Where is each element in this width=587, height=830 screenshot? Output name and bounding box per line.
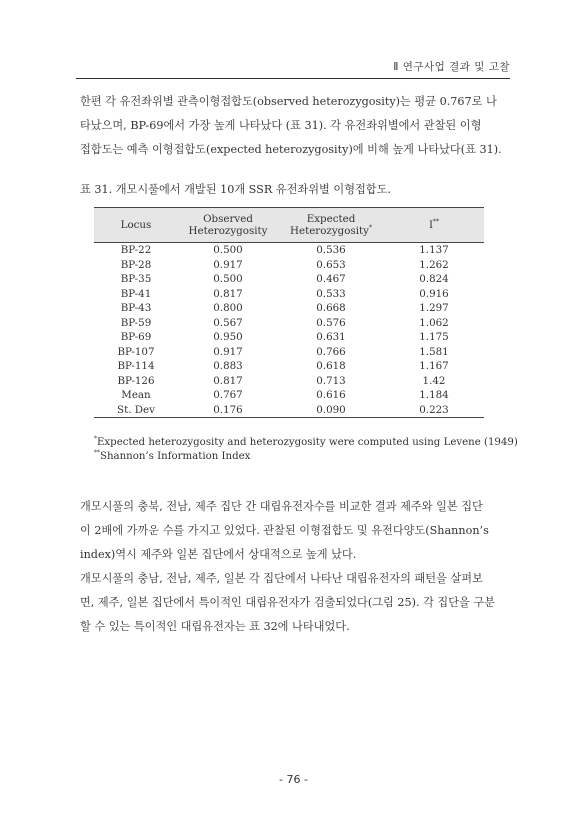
cell-expected: 0.766 — [316, 345, 346, 358]
cell-locus: St. Dev — [94, 403, 178, 418]
paragraph-line: 한편 각 유전좌위별 관측이형접합도(observed heterozygosity)는 평균 0.767로 나 — [80, 95, 497, 108]
cell-expected: 0.090 — [278, 403, 384, 418]
table-row — [94, 316, 484, 331]
cell-locus: BP-59 — [120, 316, 152, 329]
paragraph-line: 개모시풀의 충북, 전남, 제주 집단 간 대립유전자수를 비교한 결과 제주와 일본 집단 — [80, 500, 483, 513]
cell-expected: 0.653 — [316, 258, 346, 271]
cell-observed: 0.917 — [213, 345, 243, 358]
table-row — [94, 330, 484, 345]
cell-shannon: 1.297 — [419, 302, 449, 314]
header-rule — [76, 78, 510, 79]
cell-expected: 0.668 — [316, 302, 346, 314]
cell-expected: 0.576 — [316, 316, 346, 329]
cell-observed: 0.883 — [213, 360, 243, 372]
header-shannon-index: I** — [384, 208, 484, 243]
cell-locus: BP-126 — [117, 374, 155, 387]
cell-expected: 0.616 — [316, 389, 346, 401]
cell-shannon: 1.167 — [419, 360, 449, 372]
cell-locus: BP-43 — [120, 302, 152, 314]
cell-expected: 0.467 — [316, 273, 346, 285]
paragraph-line: 타났으며, BP-69에서 가장 높게 나타났다 (표 31). 각 유전좌위별에서 관찰된 이형 — [80, 119, 482, 132]
cell-locus: BP-114 — [117, 360, 155, 372]
cell-observed: 0.500 — [213, 244, 243, 256]
cell-observed: 0.817 — [213, 287, 243, 300]
cell-observed: 0.176 — [178, 403, 278, 418]
table-row — [94, 374, 484, 389]
cell-locus: BP-107 — [117, 345, 155, 358]
cell-expected: 0.713 — [316, 374, 346, 387]
table-row — [94, 301, 484, 316]
cell-shannon: 1.262 — [419, 258, 449, 271]
cell-locus: BP-41 — [120, 287, 152, 300]
cell-expected: 0.631 — [316, 331, 346, 343]
table-header-row — [94, 208, 484, 243]
footnote-1: *Expected heterozygosity and heterozygosity were computed using Levene (1949) — [94, 435, 518, 448]
cell-observed: 0.767 — [213, 389, 243, 401]
cell-shannon: 1.062 — [419, 316, 449, 329]
cell-shannon: 1.184 — [419, 389, 449, 401]
table-caption: 표 31. 개모시풀에서 개발된 10개 SSR 유전좌위별 이형접합도. — [80, 183, 391, 196]
heterozygosity-table — [94, 207, 484, 418]
paragraph-line: 이 2배에 가까운 수를 가지고 있었다. 관찰된 이형접합도 및 유전다양도(Shannon’s — [80, 524, 489, 537]
page-number: - 76 - — [279, 773, 308, 786]
paragraph-allele-comparison — [80, 495, 508, 639]
cell-shannon: 1.175 — [419, 331, 449, 343]
table-footnotes — [94, 436, 518, 464]
cell-observed: 0.917 — [213, 258, 243, 271]
table-row — [94, 272, 484, 287]
table-row — [94, 258, 484, 273]
paragraph-heterozygosity — [80, 90, 508, 162]
table-row — [94, 403, 484, 418]
table-body — [94, 243, 484, 418]
cell-locus: BP-22 — [120, 244, 152, 256]
paragraph-line: 접합도는 예측 이형접합도(expected heterozygosity)에 비해 높게 나타났다(표 31). — [80, 143, 502, 156]
paragraph-line: 개모시풀의 충남, 전남, 제주, 일본 각 집단에서 나타난 대립유전자의 패턴을 살펴보 — [80, 572, 483, 585]
header-observed: Observed Heterozygosity — [178, 208, 278, 243]
table-row — [94, 345, 484, 360]
cell-locus: BP-69 — [120, 331, 152, 343]
table-row — [94, 287, 484, 302]
paragraph-line: index)역시 제주와 일본 집단에서 상대적으로 높게 났다. — [80, 548, 357, 561]
cell-expected: 0.618 — [316, 360, 346, 372]
cell-observed: 0.950 — [213, 331, 243, 343]
cell-shannon: 0.916 — [419, 287, 449, 300]
cell-observed: 0.800 — [213, 302, 243, 314]
cell-locus: BP-28 — [120, 258, 152, 271]
cell-shannon: 1.42 — [422, 374, 446, 387]
cell-observed: 0.817 — [213, 374, 243, 387]
cell-locus: BP-35 — [120, 273, 152, 285]
table-row — [94, 359, 484, 374]
table-row — [94, 388, 484, 403]
cell-expected: 0.533 — [316, 287, 346, 300]
table-row — [94, 243, 484, 258]
cell-observed: 0.500 — [213, 273, 243, 285]
cell-shannon: 0.824 — [419, 273, 449, 285]
header-expected: Expected Heterozygosity* — [278, 208, 384, 243]
paragraph-line: 할 수 있는 특이적인 대립유전자는 표 32에 나타내었다. — [80, 620, 350, 633]
cell-expected: 0.536 — [316, 244, 346, 256]
cell-locus: Mean — [121, 389, 151, 401]
paragraph-line: 면, 제주, 일본 집단에서 특이적인 대립유전자가 검출되었다(그림 25). 각 집단을 구분 — [80, 596, 496, 609]
cell-shannon: 0.223 — [384, 403, 484, 418]
cell-observed: 0.567 — [213, 316, 243, 329]
header-locus: Locus — [94, 208, 178, 243]
section-title: Ⅱ 연구사업 결과 및 고찰 — [393, 61, 510, 73]
cell-shannon: 1.137 — [419, 244, 449, 256]
cell-shannon: 1.581 — [419, 345, 449, 358]
footnote-2: **Shannon’s Information Index — [94, 449, 251, 462]
